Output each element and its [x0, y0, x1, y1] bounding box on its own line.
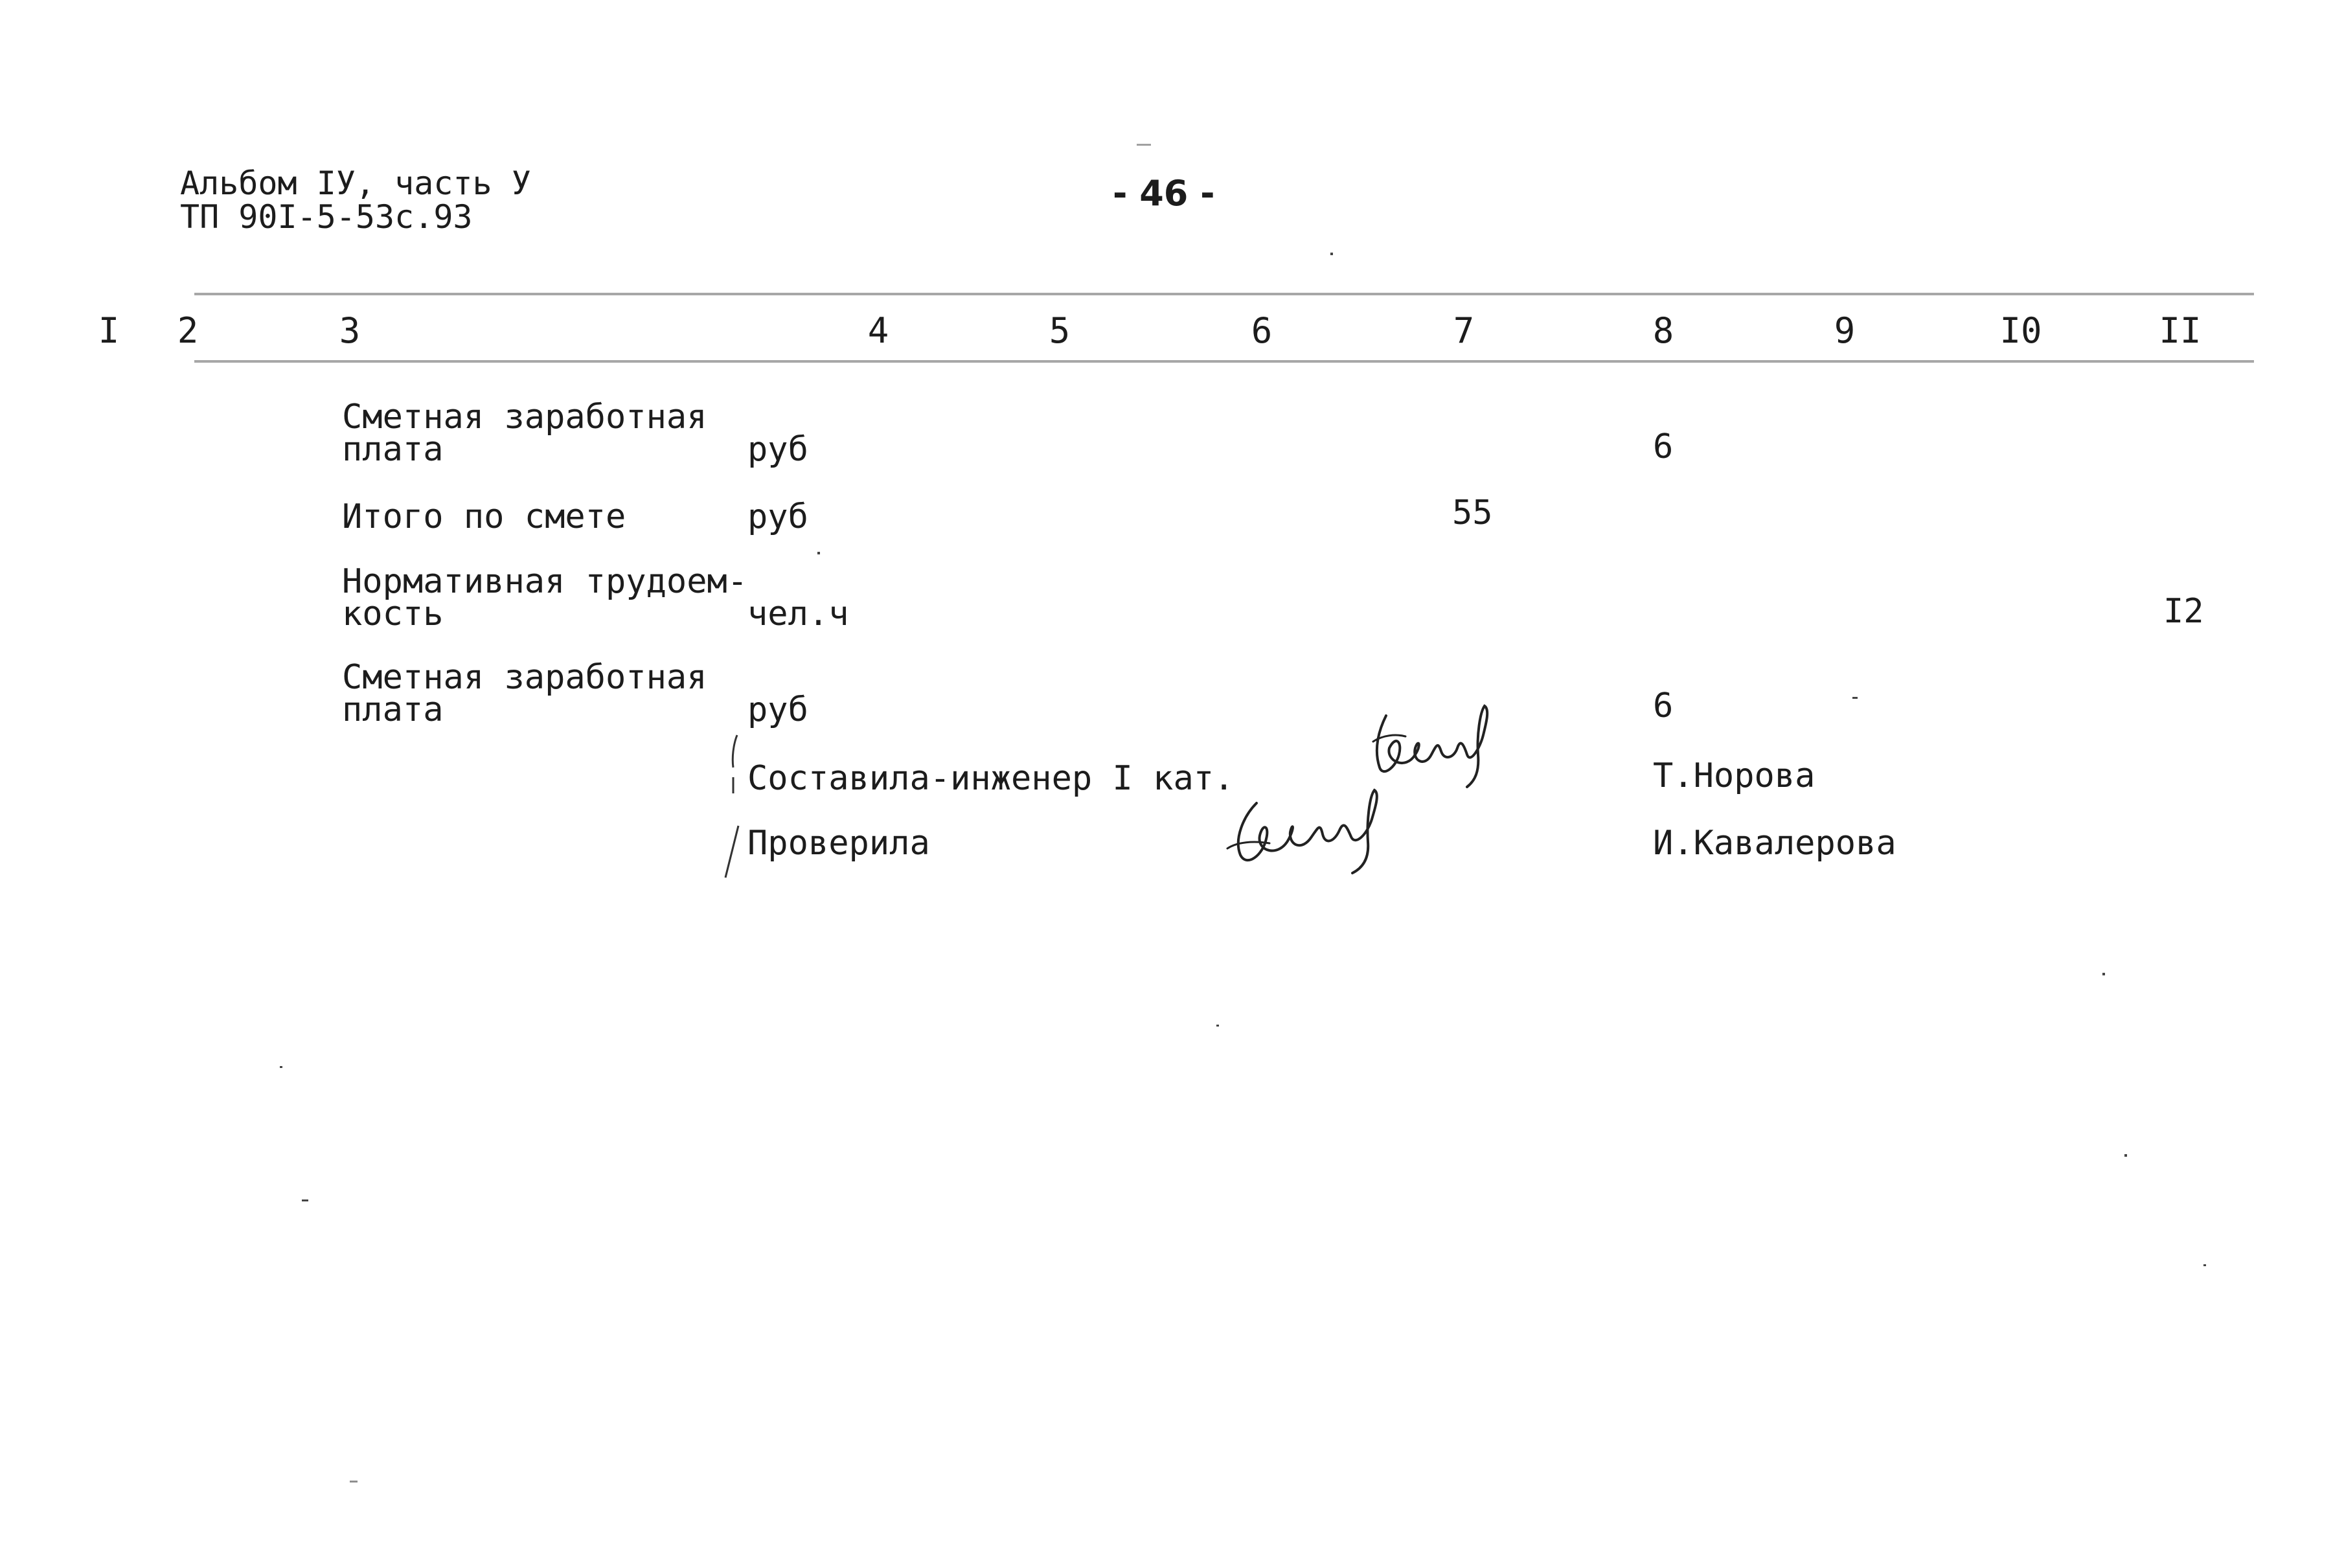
column-number-1: I — [98, 310, 120, 351]
compiled-by-name: Т.Норова — [1653, 756, 1815, 795]
row-name-line2: плата — [342, 690, 444, 729]
checked-by-name: И.Кавалерова — [1653, 824, 1896, 863]
column-number-8: 8 — [1652, 310, 1674, 351]
compiled-by-label: Составила-инженер I кат. — [747, 759, 1235, 798]
column-number-3: 3 — [339, 310, 361, 351]
row-name-line1: Сметная заработная — [342, 398, 707, 437]
column-number-2: 2 — [177, 310, 199, 351]
column-number-5: 5 — [1049, 310, 1071, 351]
row-unit: чел.ч — [747, 595, 849, 633]
scan-speck — [1216, 1025, 1219, 1027]
scan-speck — [350, 1481, 358, 1483]
row-name-line1: Сметная заработная — [342, 658, 707, 697]
row-name-line1: Нормативная трудоем- — [342, 562, 748, 601]
row-col7: 55 — [1452, 494, 1493, 532]
row-col8: 6 — [1653, 427, 1674, 466]
row-unit: руб — [747, 690, 808, 729]
column-number-7: 7 — [1453, 310, 1475, 351]
signature-checker-icon — [1218, 777, 1399, 881]
project-code: ТП 90I-5-53с.93 — [180, 198, 473, 236]
album-line: Альбом IУ, часть У — [180, 165, 531, 202]
scan-speck — [302, 1199, 308, 1201]
row-name-line1: Итого по смете — [342, 497, 626, 536]
row-name-line2: плата — [342, 430, 444, 469]
margin-mark-2 — [719, 823, 745, 881]
scan-speck — [1137, 144, 1151, 146]
scan-speck — [1330, 253, 1333, 255]
row-col11: I2 — [2163, 592, 2204, 631]
column-number-6: 6 — [1251, 310, 1273, 351]
row-col8: 6 — [1653, 687, 1674, 725]
header-rule-top — [194, 293, 2254, 295]
margin-mark-1 — [725, 732, 745, 797]
column-number-9: 9 — [1834, 310, 1856, 351]
row-name-line2: кость — [342, 595, 444, 633]
scan-speck — [280, 1066, 282, 1068]
column-number-4: 4 — [867, 310, 889, 351]
row-unit: руб — [747, 430, 808, 469]
scan-speck — [2124, 1154, 2127, 1157]
scan-speck — [2203, 1264, 2206, 1266]
header-rule-bottom — [194, 360, 2254, 363]
column-number-11: II — [2159, 310, 2202, 351]
row-unit: руб — [747, 497, 808, 536]
checked-by-label: Проверила — [747, 824, 930, 863]
page-number: - 46 - — [1113, 173, 1215, 214]
scan-speck — [2102, 973, 2105, 975]
scan-speck — [1852, 697, 1858, 699]
scan-speck — [817, 552, 820, 554]
column-number-10: I0 — [1999, 310, 2042, 351]
